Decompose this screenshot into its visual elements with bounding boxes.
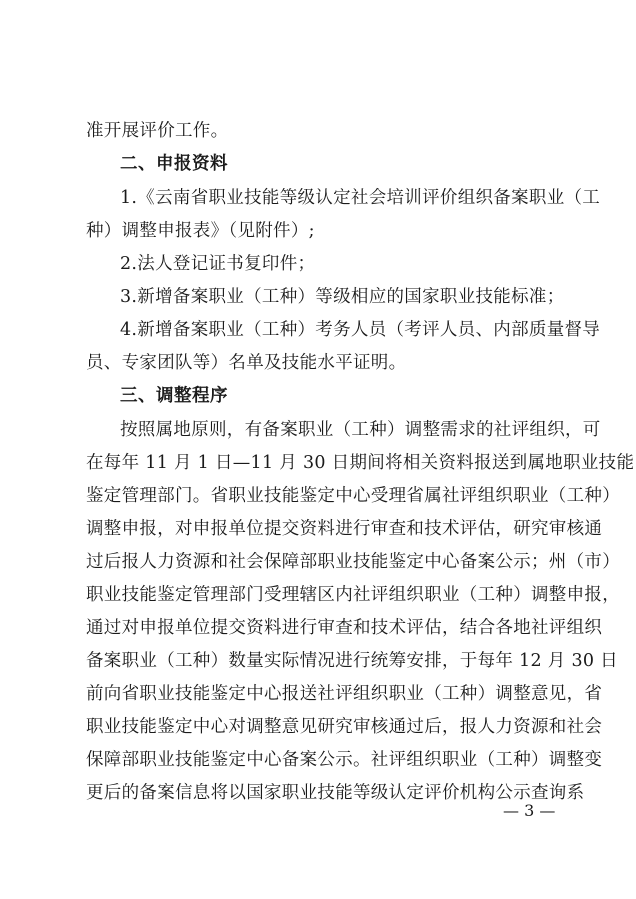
text-line: 保障部职业技能鉴定中心备案公示。社评组织职业（工种）调整变 [86, 750, 603, 770]
text-line: 通过对申报单位提交资料进行审查和技术评估，结合各地社评组织 [86, 618, 603, 638]
text-line: 1.《云南省职业技能等级认定社会培训评价组织备案职业（工 [120, 188, 601, 208]
text-line: 调整申报，对申报单位提交资料进行审查和技术评估，研究审核通 [86, 519, 603, 539]
text-line: 更后的备案信息将以国家职业技能等级认定评价机构公示查询系 [86, 783, 585, 803]
text-line: 2.法人登记证书复印件； [120, 254, 316, 274]
text-line: 职业技能鉴定中心对调整意见研究审核通过后，报人力资源和社会 [86, 717, 603, 737]
section-heading: 三、调整程序 [120, 386, 228, 406]
page-number: — 3 — [503, 801, 556, 820]
text-line: 4.新增备案职业（工种）考务人员（考评人员、内部质量督导 [120, 320, 601, 340]
text-line: 备案职业（工种）数量实际情况进行统筹安排，于每年 12 月 30 日 [86, 651, 618, 671]
text-line: 准开展评价工作。 [86, 121, 229, 141]
text-line: 种）调整申报表》（见附件）; [86, 221, 315, 241]
text-line: 过后报人力资源和社会保障部职业技能鉴定中心备案公示；州（市） [86, 552, 620, 572]
text-line: 在每年 11 月 1 日—11 月 30 日期间将相关资料报送到属地职业技能 [86, 453, 635, 473]
section-heading: 二、申报资料 [120, 154, 228, 174]
text-line: 职业技能鉴定管理部门受理辖区内社评组织职业（工种）调整申报， [86, 585, 620, 605]
text-line: 前向省职业技能鉴定中心报送社评组织职业（工种）调整意见，省 [86, 684, 603, 704]
text-line: 3.新增备案职业（工种）等级相应的国家职业技能标准； [120, 287, 565, 307]
text-line: 按照属地原则，有备案职业（工种）调整需求的社评组织，可 [120, 420, 601, 440]
text-line: 鉴定管理部门。省职业技能鉴定中心受理省属社评组织职业（工种） [86, 486, 620, 506]
text-line: 员、专家团队等）名单及技能水平证明。 [86, 353, 407, 373]
